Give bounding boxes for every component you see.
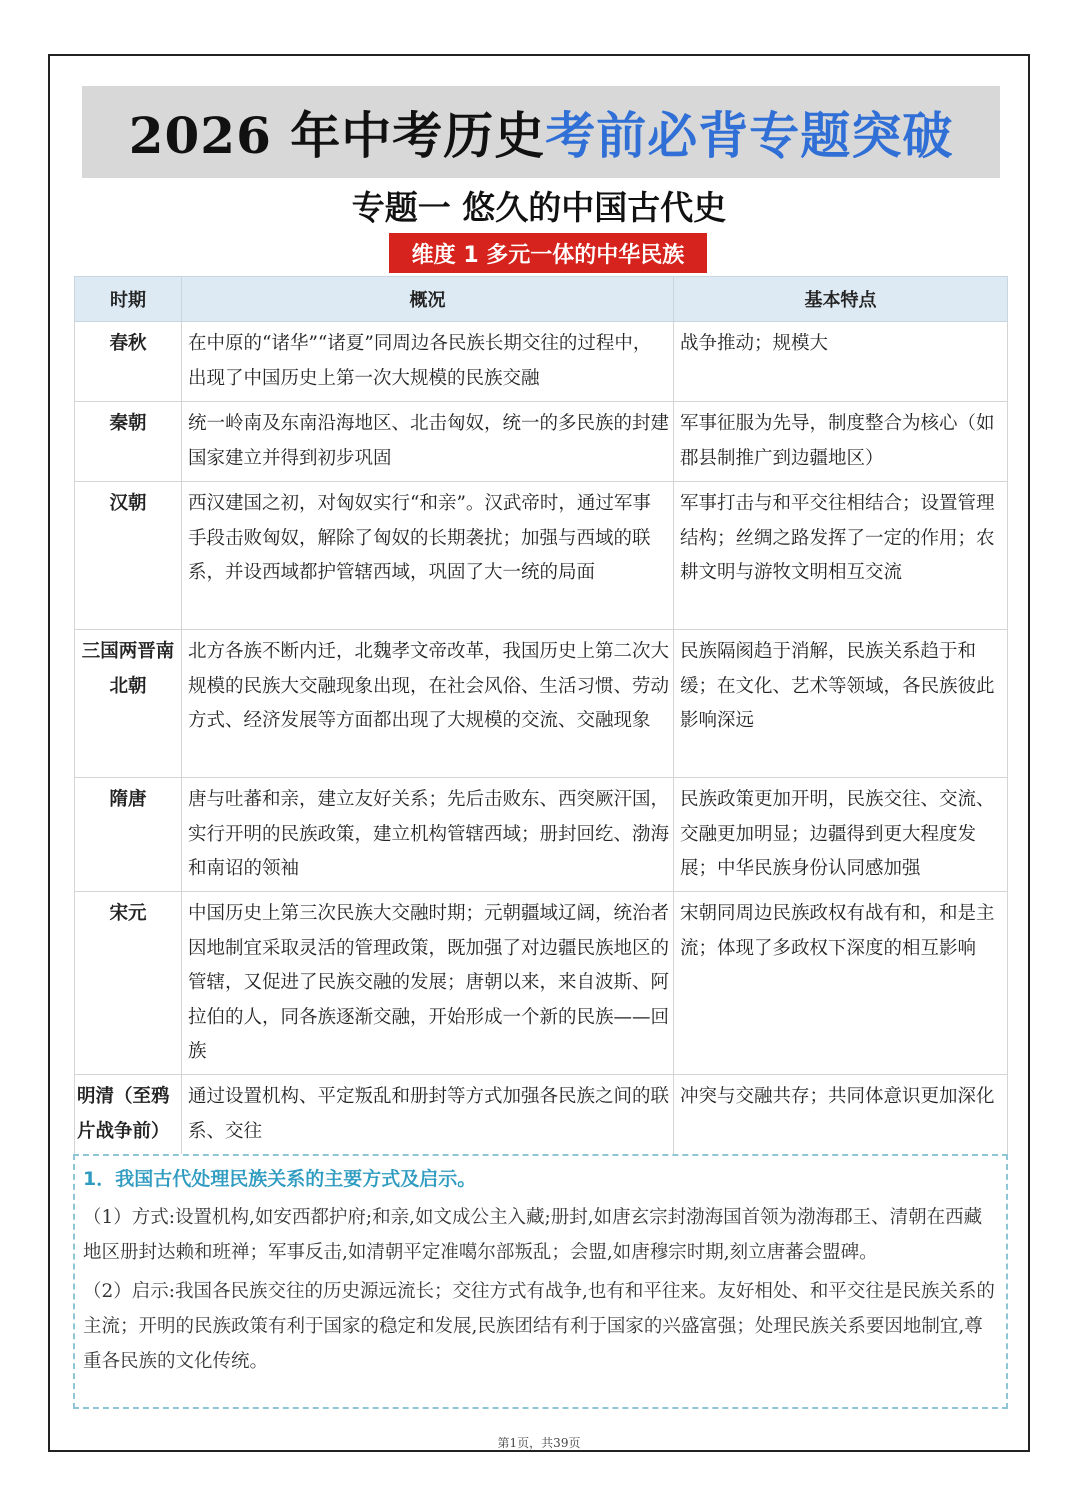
features-cell: 宋朝同周边民族政权有战有和，和是主流；体现了多政权下深度的相互影响	[674, 892, 1008, 1075]
table-header-row	[75, 277, 1008, 322]
header-overview: 概况	[182, 277, 674, 322]
topic-title: 专题一 悠久的中国古代史	[351, 188, 727, 227]
main-title-blue: 考前必背专题突破	[545, 106, 954, 165]
header-features: 基本特点	[674, 277, 1008, 322]
main-title-banner	[82, 86, 1000, 178]
period-cell: 宋元	[75, 892, 182, 1075]
key-points-method: （1）方式:设置机构,如安西都护府;和亲,如文成公主入藏;册封,如唐玄宗封渤海国首领为渤海郡王、清朝在西藏地区册封达赖和班禅；军事反击,如清朝平定准噶尔部叛乱；会盟,如唐穆宗时期,刻立唐蕃会盟碑。	[83, 1207, 983, 1263]
features-cell: 冲突与交融共存；共同体意识更加深化	[674, 1075, 1008, 1155]
period-cell: 秦朝	[75, 402, 182, 482]
key-points-insight: （2）启示:我国各民族交往的历史源远流长；交往方式有战争,也有和平往来。友好相处、和平交往是民族关系的主流；开明的民族政策有利于国家的稳定和发展,民族团结有利于国家的兴盛富强；处理民族关系要因地制宜,尊重各民族的文化传统。	[83, 1281, 995, 1372]
main-title-black: 2026 年中考历史	[128, 106, 546, 165]
period-cell: 汉朝	[75, 482, 182, 630]
table-row	[75, 402, 1008, 482]
table-row	[75, 778, 1008, 892]
features-cell: 战争推动；规模大	[674, 322, 1008, 402]
features-cell: 军事打击与和平交往相结合；设置管理结构；丝绸之路发挥了一定的作用；农耕文明与游牧文明相互交流	[674, 482, 1008, 630]
overview-cell: 统一岭南及东南沿海地区、北击匈奴，统一的多民族的封建国家建立并得到初步巩固	[182, 402, 674, 482]
period-cell: 明清（至鸦片战争前）	[75, 1075, 182, 1155]
period-cell: 三国两晋南北朝	[75, 630, 182, 778]
overview-cell: 中国历史上第三次民族大交融时期；元朝疆域辽阔，统治者因地制宜采取灵活的管理政策，既加强了对边疆民族地区的管辖，又促进了民族交融的发展；唐朝以来，来自波斯、阿拉伯的人，同各族逐渐交融，开始形成一个新的民族——回族	[182, 892, 674, 1075]
ethnic-history-table	[74, 276, 1008, 1155]
table-row	[75, 892, 1008, 1075]
period-cell: 春秋	[75, 322, 182, 402]
dimension-badge: 维度 1 多元一体的中华民族	[389, 233, 707, 273]
table-row	[75, 482, 1008, 630]
features-cell: 军事征服为先导，制度整合为核心（如郡县制推广到边疆地区）	[674, 402, 1008, 482]
features-cell: 民族政策更加开明，民族交往、交流、交融更加明显；边疆得到更大程度发展；中华民族身份认同感加强	[674, 778, 1008, 892]
table-row	[75, 1075, 1008, 1155]
table-row	[75, 322, 1008, 402]
key-points-box	[73, 1154, 1008, 1409]
key-points-title: 1．我国古代处理民族关系的主要方式及启示。	[83, 1168, 477, 1190]
overview-cell: 在中原的“诸华”“诸夏”同周边各民族长期交往的过程中，出现了中国历史上第一次大规模的民族交融	[182, 322, 674, 402]
period-cell: 隋唐	[75, 778, 182, 892]
overview-cell: 北方各族不断内迁，北魏孝文帝改革，我国历史上第二次大规模的民族大交融现象出现，在社会风俗、生活习惯、劳动方式、经济发展等方面都出现了大规模的交流、交融现象	[182, 630, 674, 778]
overview-cell: 唐与吐蕃和亲，建立友好关系；先后击败东、西突厥汗国，实行开明的民族政策，建立机构管辖西域；册封回纥、渤海和南诏的领袖	[182, 778, 674, 892]
overview-cell: 通过设置机构、平定叛乱和册封等方式加强各民族之间的联系、交往	[182, 1075, 674, 1155]
table-row	[75, 630, 1008, 778]
header-period: 时期	[75, 277, 182, 322]
overview-cell: 西汉建国之初，对匈奴实行“和亲”。汉武帝时，通过军事手段击败匈奴，解除了匈奴的长期袭扰；加强与西域的联系，并设西域都护管辖西域，巩固了大一统的局面	[182, 482, 674, 630]
page-number: 第1页，共39页	[497, 1436, 581, 1450]
features-cell: 民族隔阂趋于消解，民族关系趋于和缓；在文化、艺术等领域，各民族彼此影响深远	[674, 630, 1008, 778]
